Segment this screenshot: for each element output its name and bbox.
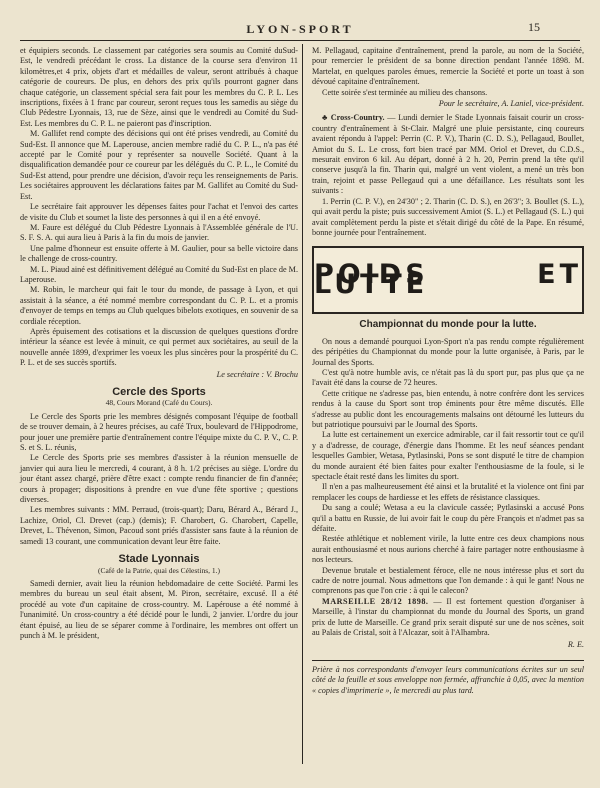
paragraph: 1. Perrin (C. P. V.), en 24'30" ; 2. Tharin (C. D. S.), en 26'3"; 3. Boullet (S. L.), qui avait perdu la piste; puis successivement Amiot (S. L.) et Pellagaud (S. L.) qui avait complètement perdu la piste et s'était dirigé du côté de la Pape. En résumé, bonne journée pour l'entraînement. xyxy=(312,196,584,237)
correspondents-note: Prière à nos correspondants d'envoyer leurs communications écrites sur un seul côté de la feuille et sous enveloppe non fermée, affranchie à 0,05, avec la mention « copies d'imprimerie », le mercredi au plus tard. xyxy=(312,660,584,696)
section-banner xyxy=(312,246,584,314)
dateline: MARSEILLE 28/12 1898. xyxy=(322,596,429,606)
paragraph xyxy=(312,597,584,639)
left-column xyxy=(20,46,298,641)
dateline-text: — Il est fortement question d'organiser à Marseille, à l'instar du championnat du monde du Journal des Sports, un grand prix de lutte de Marseille. Ce grand prix serait disputé sur une de nos scènes, soit au Palais de Cristal, soit à l'Alcazar, soit à l'Alhambra. xyxy=(312,596,585,638)
cross-country-text: — Lundi dernier le Stade Lyonnais faisait courir un cross-country d'entraînement à St-Clair. Malgré une pluie persistante, cinq coureurs avaient répondu à l'appel: Perrin (C. P. V.), Tharin (C. D. S.), Pellagaud, Boullet, Amiot du S. L. Le cross, fort bien tracé par MM. Oriol et Drevet, du C.D.S., mesurait environ 6 kil. Au départ, donné à 2 h. 20, Perrin prend la tête qu'il conserve jusqu'à la fin. Tharin qui, malgré un vent violent, a mené un très bon train, rejoint et passe Pellegaud qui a une défaillance. Les résultats sont les suivants : xyxy=(312,113,584,196)
paragraph: Du sang a coulé; Wetasa a eu la clavicule cassée; Pytlasinski a accusé Pons qu'il a battu en Russie, de lui avoir fait le coup du père François et n'admet pas sa défaite. xyxy=(312,503,584,534)
paragraph: Une palme d'honneur est ensuite offerte à M. Gaulier, pour sa belle victoire dans le challenge de cross-country. xyxy=(20,243,298,264)
column-divider xyxy=(302,44,303,764)
page-number: 15 xyxy=(528,20,540,34)
article-subheading: Championnat du monde pour la lutte. xyxy=(359,319,537,331)
paragraph: Le secrétaire fait approuver les dépenses faites pour l'achat et l'envoi des cartes de visite du Club et soumet la liste des personnes à qui il en a été envoyé. xyxy=(20,202,298,222)
paragraph: Après épuisement des cotisations et la discussion de quelques questions d'ordre intérieur la séance est levée à minuit, ce qui permet aux sociétaires, au seuil de la nouvelle année 1899, d'exprimer les voeux les plus sincères pour la prospérité du C. P. L. et de ses succès sportifs. xyxy=(20,326,298,368)
page-header xyxy=(0,0,600,40)
right-column xyxy=(312,46,584,696)
section-subtitle: (Café de la Patrie, quai des Célestins, 1.) xyxy=(97,565,221,575)
paragraph: Le Cercle des Sports prie les membres désignés composant l'équipe de football de se trouver demain, à 2 heures précises, au café Trux, boulevard de l'Hippodrome, pour jouer une première partie d'entraînement contre l'équipe mixte du C. P. V., C. P. S. et S. L. réunis, xyxy=(20,411,298,453)
paragraph: M. Pellagaud, capitaine d'entraînement, prend la parole, au nom de la Société, pour remercier le président de sa bonne direction pendant l'année 1898. M. Martelat, en quelques paroles émues, remercie la Société et porte un toast à son dévoué capitaine d'entraînement. xyxy=(312,46,584,87)
paragraph xyxy=(312,113,584,196)
running-title: LYON-SPORT xyxy=(246,22,354,36)
paragraph: Restée athlétique et noblement virile, la lutte entre ces deux champions nous aurait enthousiasmé et nous aurions cherché à faire partager notre enthousiasme à nos lecteurs. xyxy=(312,534,584,565)
cross-country-lead: ♣ Cross-Country. xyxy=(322,113,385,123)
header-rule xyxy=(20,40,580,41)
section-subtitle: 48, Cours Morand (Café du Cours). xyxy=(105,398,213,408)
section-title-cercle-des-sports: Cercle des Sports xyxy=(112,386,206,398)
paragraph: La lutte est certainement un exercice admirable, car il fait ressortir tout ce qu'il y a d'adresse, de courage, d'énergie dans l'homme. Et les neuf séances pendant lesquelles Gambier, Wetasa, Pytlasinski, Pons se sont disputé le titre de champion du monde auraient été bien faites pour exalter l'enthousiasme de la foule, si le spectacle était resté dans les limites du sport. xyxy=(312,430,584,481)
paragraph: Cette critique ne s'adresse pas, bien entendu, à notre confrère dont les services rendus à la cause du Sport sont trop éminents pour être même discutés. Elle s'adresse au public dont les encouragements malsains ont détourné les lutteurs du but patriotique poursuivi par le Journal des Sports. xyxy=(312,388,584,429)
paragraph: M. Robin, le marcheur qui fait le tour du monde, de passage à Lyon, et qui assistait à la séance, a été nommé membre correspondant du C. P. L. et a promis d'envoyer de temps en temps au Club quelques bibelots exotiques, en souvenir de sa cordiale réception. xyxy=(20,285,298,326)
paragraph: Il n'en a pas malheureusement été ainsi et la brutalité et la violence ont fini par remplacer les coups de hardiesse et les effets de résistance classiques. xyxy=(312,482,584,502)
paragraph: M. L. Piaud ainé est définitivement délégué au Comité du Sud-Est en place de M. Laperouse. xyxy=(20,264,298,284)
signature: Pour le secrétaire, A. Laniel, vice-président. xyxy=(438,99,584,109)
paragraph: C'est qu'à notre humble avis, ce n'était pas là du sport pur, pas plus que ça ne l'avait été dans la course de 72 heures. xyxy=(312,367,584,388)
paragraph: Devenue brutale et bestialement féroce, elle ne nous intéresse plus et sort du cadre de notre journal. Nous admettons que l'on demande : à qui le gant! Nous ne comprenons pas que l'on crie : à qui le calecon? xyxy=(312,565,584,596)
paragraph: M. Faure est délégué du Club Pédestre Lyonnais à l'Assemblée générale de l'U. S. F. S. A. qui aura lieu à Paris à la fin du mois de janvier. xyxy=(20,222,298,243)
paragraph: Cette soirée s'est terminée au milieu des chansons. xyxy=(322,87,488,97)
signature: R. E. xyxy=(567,639,584,649)
paragraph: Samedi dernier, avait lieu la réunion hebdomadaire de cette Société. Parmi les membres du bureau un seul était absent, M. Piron, secrétaire, excusé. Il a été procédé au vote d'un capitaine de cross-country. M. Lapérouse a été nommé à l'unanimité. Un cross-country a été décidé pour le lundi, 2 janvier. L'ordre du jour étant épuisé, au lieu de se séparer comme à l'ordinaire, les membres ont offert un punch à M. le président, xyxy=(20,578,298,640)
paragraph: M. Gallifet rend compte des décisions qui ont été prises vendredi, au Comité du Sud-Est. Il annonce que M. Laperouse, ancien membre radié du C. P. L., n'a pas été accepté par le Comité pour y représenter sa nouvelle Société. Quant à la disqualification demandée pour ce coureur par les délégués du C. P. L., le Comité du Sud-Est attend, pour prendre une décision, d'avoir reçu les renseignements de Paris. Les sociétaires approuvent les déclarations faites par M. Gallifet au Comité du Sud-Est. xyxy=(20,129,298,201)
section-title-stade-lyonnais: Stade Lyonnais xyxy=(118,553,200,566)
paragraph: On nous a demandé pourquoi Lyon-Sport n'a pas rendu compte régulièrement des péripéties du Championnat du monde pour la lutte organisée, à Paris, par le Journal des Sports. xyxy=(312,336,584,367)
banner-title: POIDS ET LUTTE xyxy=(314,258,582,301)
paragraph: Les membres suivants : MM. Perraud, (trois-quart); Daru, Bérard A., Bérard J., Lachize, Oriol, Cl. Drevet (cap.) (demis); F. Charobert, G. Charobert, Capelle, Drevet, L. Thévenon, Simon, Pacoud sont priés d'assister sans faute à la réunion de samedi 13 courant, une communication devant leur être faite. xyxy=(20,505,298,546)
signature: Le secrétaire : V. Brochu xyxy=(216,369,298,379)
paragraph: Le Cercle des Sports prie ses membres d'assister à la réunion mensuelle de janvier qui aura lieu le mercredi, 4 courant, à 8 h. 1/2 précises au siège. L'ordre du jour étant assez chargé, prière d'être exact : compte rendu financier de fin d'année; cours à propager; dispositions à prendre en vue d'une fête sportive ; questions diverses. xyxy=(20,453,298,505)
paragraph: et équipiers seconds. Le classement par catégories sera soumis au Comité duSud-Est, le vendredi précédant le cross. La distance de la course sera d'environ 11 kilomètres,et 4 prix, objets d'art et médailles de valeur, seront attribués à chaque catégorie de coureurs. De plus, en dehors des prix qu'ils pourront gagner dans chaque catégorie, un classement spécial sera fait pour les membres du C. P. L. Les inscriptions, fixées à 1 franc par coureur, seront reçues tous les samedis au siège du Club Pédestre Lyonnais, 13, rue de Sèze, ainsi que le vendredi au Comité du Sud-Est. Les membres du C. P. L. ne paieront pas d'inscription. xyxy=(20,46,298,128)
